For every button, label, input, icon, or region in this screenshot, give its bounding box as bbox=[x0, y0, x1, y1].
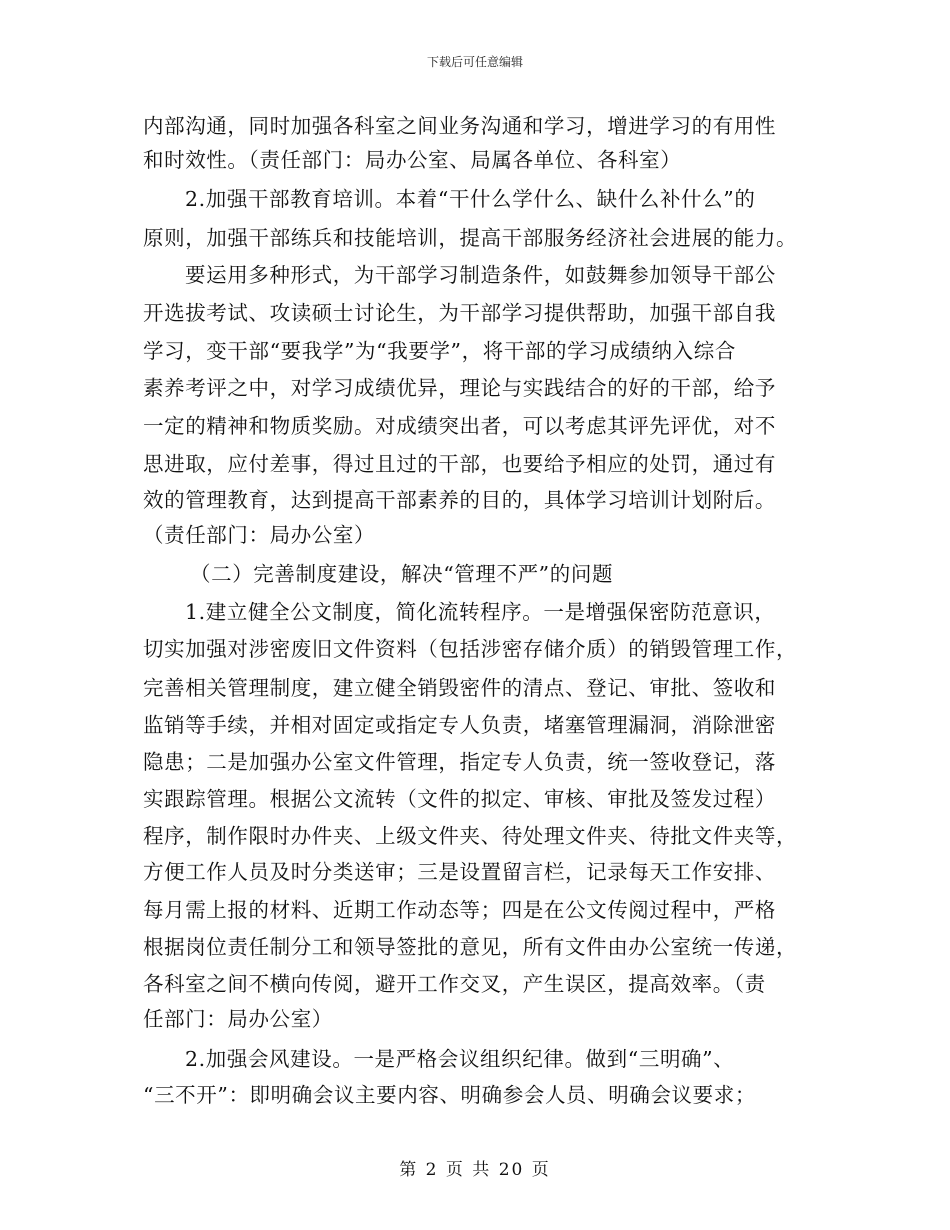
body-line: 思进取，应付差事，得过且过的干部，也要给予相应的处罚，通过有 bbox=[143, 452, 776, 476]
body-line: 一定的精神和物质奖励。对成绩突出者，可以考虑其评先评优，对不 bbox=[143, 414, 776, 438]
body-line: 1.建立健全公文制度，简化流转程序。一是增强保密防范意识， bbox=[185, 600, 776, 624]
body-line: 根据岗位责任制分工和领导签批的意见，所有文件由办公室统一传递， bbox=[143, 935, 798, 959]
body-line: 切实加强对涉密废旧文件资料（包括涉密存储介质）的销毁管理工作， bbox=[143, 637, 798, 661]
body-line: 实跟踪管理。根据公文流转（文件的拟定、审核、审批及签发过程） bbox=[143, 787, 776, 811]
section-heading: （二）完善制度建设，解决“管理不严”的问题 bbox=[190, 562, 614, 586]
body-line: 素养考评之中，对学习成绩优异，理论与实践结合的好的干部，给予 bbox=[143, 376, 776, 400]
body-line: 2.加强会风建设。一是严格会议组织纪律。做到“三明确”、 bbox=[185, 1047, 735, 1071]
page-footer: 第 2 页 共 20 页 bbox=[399, 1160, 551, 1180]
body-line: 效的管理教育，达到提高干部素养的目的，具体学习培训计划附后。 bbox=[143, 488, 776, 512]
body-line: 每月需上报的材料、近期工作动态等；四是在公文传阅过程中，严格 bbox=[143, 898, 776, 922]
body-line: 内部沟通，同时加强各科室之间业务沟通和学习，增进学习的有用性 bbox=[143, 114, 776, 138]
body-line: 和时效性。（责任部门：局办公室、局属各单位、各科室） bbox=[143, 148, 682, 172]
body-line: 原则，加强干部练兵和技能培训，提高干部服务经济社会进展的能力。 bbox=[143, 226, 798, 250]
body-line: 监销等手续，并相对固定或指定专人负责，堵塞管理漏洞，消除泄密 bbox=[143, 713, 776, 737]
page-header: 下载后可任意编辑 bbox=[426, 55, 523, 69]
body-line: 2.加强干部教育培训。本着“干什么学什么、缺什么补什么”的 bbox=[185, 187, 756, 211]
body-line: 隐患；二是加强办公室文件管理，指定专人负责，统一签收登记，落 bbox=[143, 750, 776, 774]
body-line: 程序，制作限时办件夹、上级文件夹、待处理文件夹、待批文件夹等， bbox=[143, 824, 798, 848]
body-line: 方便工作人员及时分类送审；三是设置留言栏，记录每天工作安排、 bbox=[143, 860, 776, 884]
body-line: 任部门：局办公室） bbox=[143, 1007, 333, 1031]
body-line: （责任部门：局办公室） bbox=[143, 523, 376, 547]
body-line: “三不开”：即明确会议主要内容、明确参会人员、明确会议要求； bbox=[143, 1083, 756, 1107]
body-line: 学习，变干部“要我学”为“我要学”，将干部的学习成绩纳入综合 bbox=[143, 339, 736, 363]
body-line: 完善相关管理制度，建立健全销毁密件的清点、登记、审批、签收和 bbox=[143, 676, 776, 700]
body-line: 各科室之间不横向传阅，避开工作交叉，产生误区，提高效率。（责 bbox=[143, 972, 766, 996]
body-line: 要运用多种形式，为干部学习制造条件，如鼓舞参加领导干部公 bbox=[185, 263, 776, 287]
body-line: 开选拔考试、攻读硕士讨论生，为干部学习提供帮助，加强干部自我 bbox=[143, 301, 776, 325]
